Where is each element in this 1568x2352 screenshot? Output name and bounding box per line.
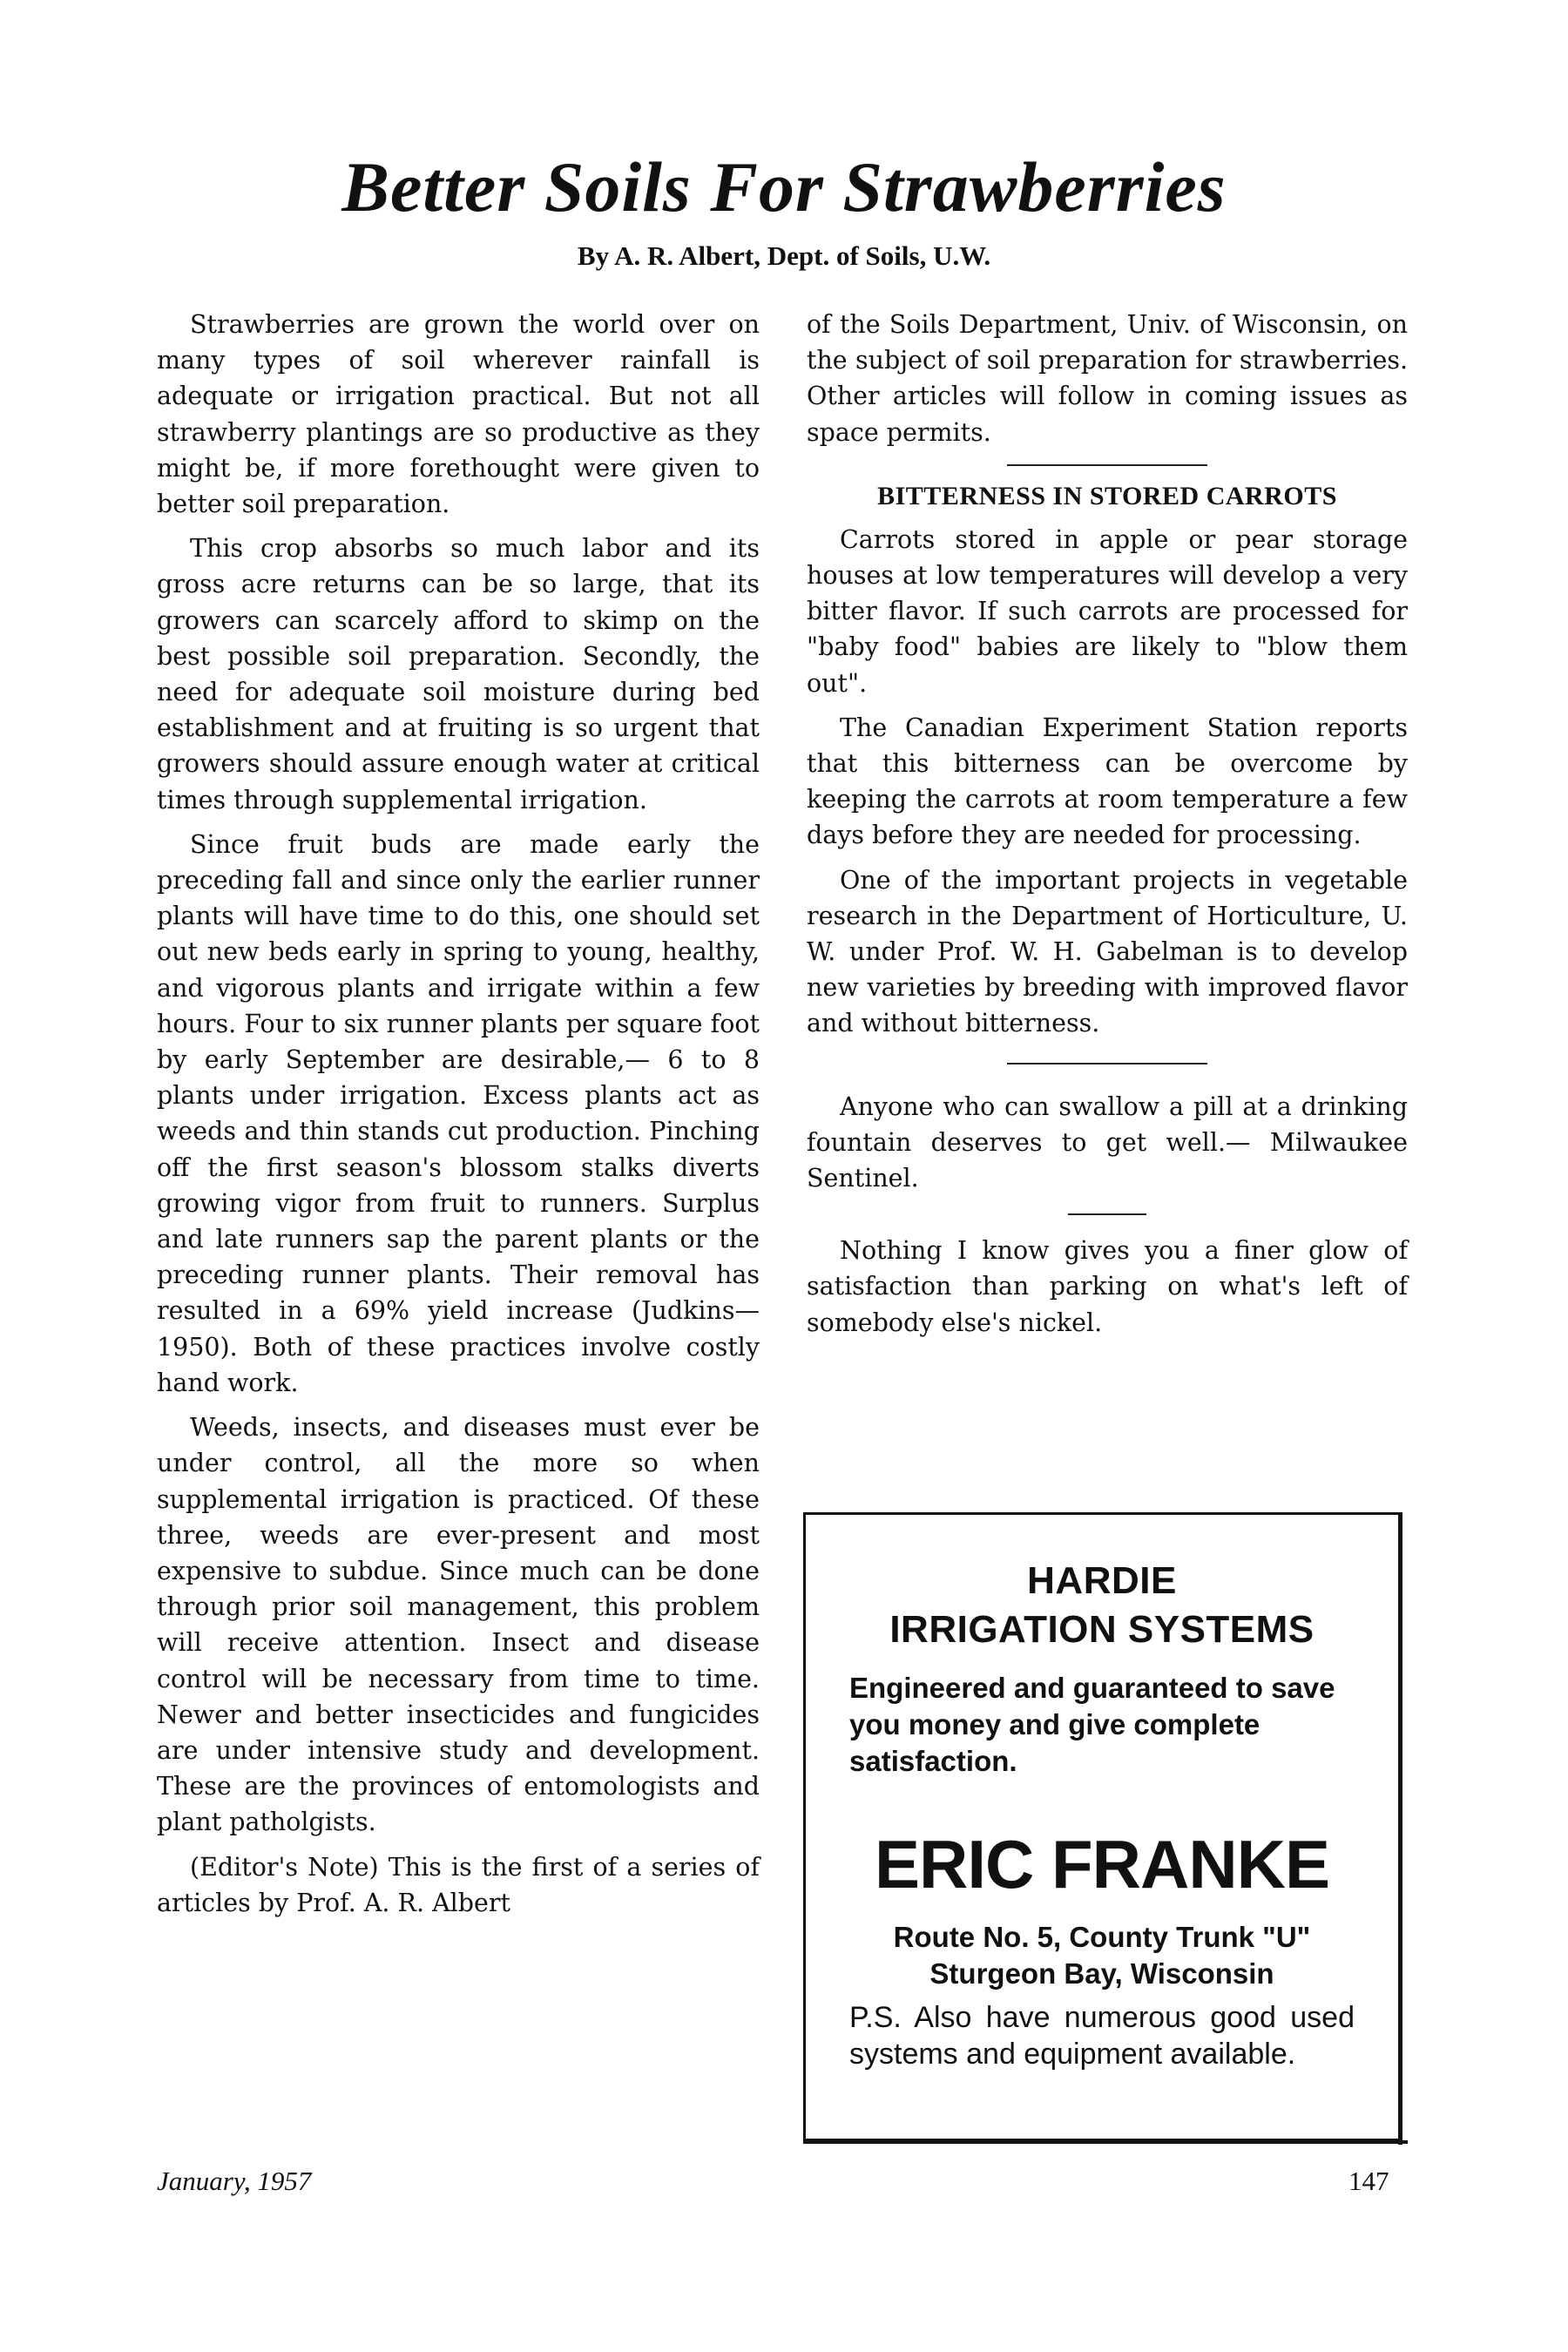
article-continuation: of the Soils Department, Univ. of Wisconsin, on the subject of soil preparation for strawberries. Other articles will follow in coming issues as space permits.	[807, 310, 1408, 447]
carrots-paragraph: One of the important projects in vegetable research in the Department of Horticulture, U. W. under Prof. W. H. Gabelman is to develop new varieties by breeding with improved flavor and without bitterness.	[807, 865, 1408, 1038]
article-title: Better Soils For Strawberries	[341, 147, 1227, 226]
article-paragraph: Weeds, insects, and diseases must ever be under control, all the more so when supplemental irrigation is practiced. Of these three, weeds are ever-present and most expensive to subdue. Since much can be done through prior soil management, this problem will receive attention. Insect and disease control will be necessary from time to time. Newer and better insecticides and fungicides are under intensive study and development. These are the provinces of entomologists and plant patholgists.	[157, 1413, 760, 1837]
ad-headline	[806, 1557, 1398, 1654]
article-byline: By A. R. Albert, Dept. of Soils, U.W.	[577, 240, 991, 271]
ad-address-line: Route No. 5, County Trunk "U"	[893, 1921, 1311, 1953]
footer-date: January, 1957	[157, 2166, 312, 2196]
divider-rule	[1068, 1213, 1146, 1215]
ad-border-shadow	[803, 2140, 1408, 2144]
filler-quote: Nothing I know gives you a finer glow of satisfaction than parking on what's left of somebody else's nickel.	[807, 1236, 1408, 1337]
ad-headline-line: HARDIE	[1027, 1559, 1177, 1602]
right-column	[807, 307, 1408, 1349]
hardie-advertisement	[803, 1512, 1401, 2141]
ad-tagline: Engineered and guaranteed to save you money and give complete satisfaction.	[849, 1672, 1335, 1777]
article-paragraph: Strawberries are grown the world over on many types of soil wherever rainfall is adequate or irrigation practical. But not all strawberry plantings are so productive as they might be, if more forethought were given to better soil preparation.	[157, 310, 760, 519]
article-paragraph: This crop absorbs so much labor and its gross acre returns can be so large, that its growers can scarcely afford to skimp on the best possible soil preparation. Secondly, the need for adequate soil moisture during bed establishment and at fruiting is so urgent that growers should assure enough water at critical times through supplemental irrigation.	[157, 534, 760, 814]
ad-company-name: ERIC FRANKE	[874, 1826, 1329, 1903]
page-number: 147	[1348, 2166, 1389, 2196]
ad-border-shadow	[1398, 1512, 1402, 2145]
article-paragraph: Since fruit buds are made early the preceding fall and since only the earlier runner plants will have time to do this, one should set out new beds early in spring to young, healthy, and vigorous plants and irrigate within a few hours. Four to six runner plants per square foot by early September are desirable,— 6 to 8 plants under irrigation. Excess plants act as weeds and thin stands cut production. Pinching off the first season's blossom stalks diverts growing vigor from fruit to runners. Surplus and late runners sap the parent plants or the preceding runner plants. Their removal has resulted in a 69% yield increase (Judkins—1950). Both of these practices involve costly hand work.	[157, 829, 760, 1397]
divider-rule	[1007, 464, 1207, 466]
carrots-paragraph: The Canadian Experiment Station reports that this bitterness can be overcome by keeping the carrots at room temperature a few days before they are needed for processing.	[807, 713, 1408, 850]
ad-address	[806, 1919, 1398, 1992]
divider-rule	[1007, 1063, 1207, 1064]
carrots-headline: BITTERNESS IN STORED CARROTS	[877, 481, 1337, 510]
carrots-paragraph: Carrots stored in apple or pear storage houses at low temperatures will develop a very bitter flavor. If such carrots are processed for "baby food" babies are likely to "blow them out".	[807, 524, 1408, 698]
ad-headline-line: IRRIGATION SYSTEMS	[889, 1608, 1315, 1651]
ad-postscript: P.S. Also have numerous good used systems and equipment available.	[849, 2001, 1355, 2071]
left-column	[157, 307, 760, 1930]
filler-quote: Anyone who can swallow a pill at a drinking fountain deserves to get well.— Milwaukee Sentinel.	[807, 1092, 1408, 1193]
ad-address-line: Sturgeon Bay, Wisconsin	[929, 1957, 1274, 1990]
editors-note: (Editor's Note) This is the first of a series of articles by Prof. A. R. Albert	[157, 1852, 760, 1917]
